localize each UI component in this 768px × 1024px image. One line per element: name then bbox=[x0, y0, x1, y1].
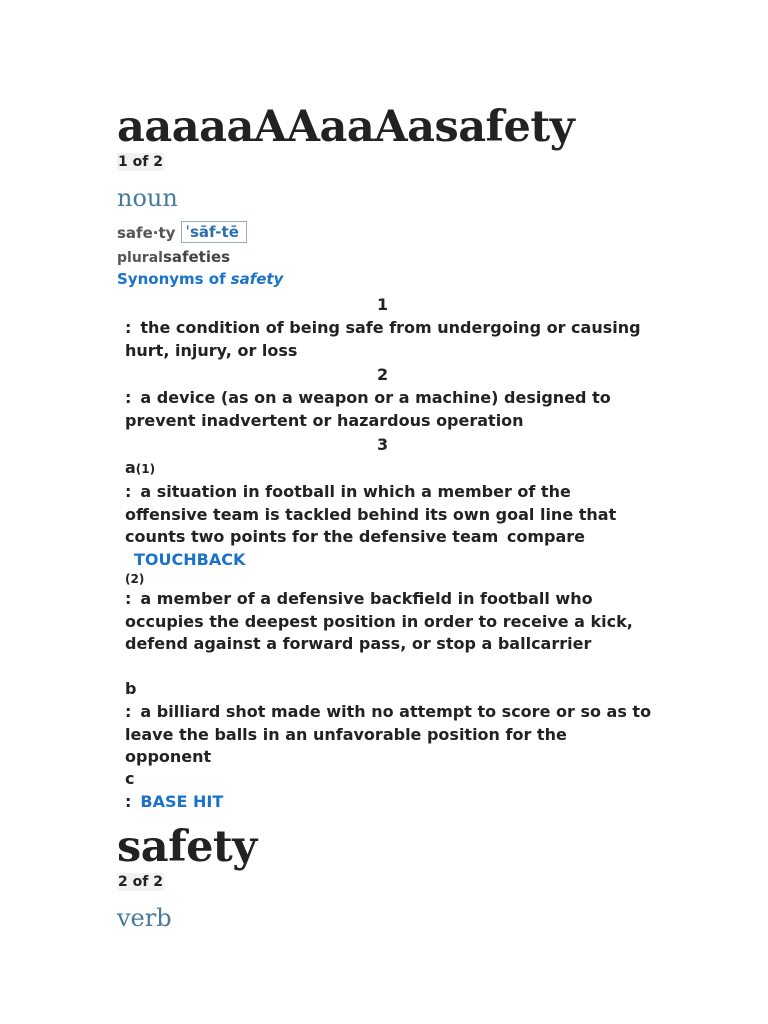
sub-sense-paren-1: (1) bbox=[135, 462, 156, 476]
part-of-speech-verb[interactable]: verb bbox=[117, 904, 172, 932]
sense-number-2: 2 bbox=[377, 365, 389, 384]
definition-colon: : bbox=[125, 792, 132, 811]
touchback-link[interactable]: TOUCHBACK bbox=[134, 549, 246, 569]
syllables-row bbox=[117, 222, 247, 244]
entry-count-1: 1 of 2 bbox=[118, 154, 163, 170]
definition-colon: : bbox=[125, 482, 132, 501]
headword-1: aaaaaAAaaAasafety bbox=[117, 102, 575, 152]
sub-sense-c: c bbox=[125, 769, 135, 788]
part-of-speech-noun[interactable]: noun bbox=[117, 184, 178, 212]
definition-sense-2 bbox=[125, 387, 655, 432]
plural-label: plural bbox=[117, 250, 163, 266]
syllables: safe·ty bbox=[117, 224, 176, 242]
definition-sense-3a1 bbox=[125, 481, 655, 571]
definition-sense-1 bbox=[125, 317, 655, 362]
definition-text: a member of a defensive backfield in football who occupies the deepest position in order to receive a kick, defend against a forward pass, or stop a ballcarrier bbox=[125, 589, 633, 653]
synonyms-label: Synonyms of bbox=[117, 270, 226, 288]
definition-colon: : bbox=[125, 388, 132, 407]
sub-sense-a bbox=[125, 458, 155, 477]
definition-colon: : bbox=[125, 702, 132, 721]
definition-text: a situation in football in which a member of the offensive team is tackled behind its own goal line that counts two points for the defensive team bbox=[125, 482, 617, 546]
headword-2: safety bbox=[117, 822, 257, 872]
definition-sense-3c bbox=[125, 791, 655, 814]
synonyms-link[interactable] bbox=[117, 270, 283, 288]
definition-colon: : bbox=[125, 589, 132, 608]
definition-sense-3b bbox=[125, 701, 655, 769]
definition-colon: : bbox=[125, 318, 132, 337]
definition-text: the condition of being safe from undergoing or causing hurt, injury, or loss bbox=[125, 318, 641, 360]
definition-sense-3a2 bbox=[125, 588, 655, 656]
synonyms-word: safety bbox=[230, 270, 284, 288]
pronunciation-button[interactable]: ˈsāf-tē bbox=[181, 221, 246, 243]
entry-count-2: 2 of 2 bbox=[118, 874, 163, 890]
compare-label: compare bbox=[506, 527, 585, 546]
sub-sense-letter: a bbox=[125, 458, 136, 477]
sub-sense-b: b bbox=[125, 679, 137, 698]
sub-sense-paren-2: (2) bbox=[125, 572, 145, 586]
plural-row bbox=[117, 248, 230, 266]
definition-text: a billiard shot made with no attempt to score or so as to leave the balls in an unfavorable position for the opponent bbox=[125, 702, 652, 766]
sense-number-3: 3 bbox=[377, 435, 389, 454]
plural-word: safeties bbox=[162, 248, 231, 266]
definition-text: a device (as on a weapon or a machine) designed to prevent inadvertent or hazardous operation bbox=[125, 388, 611, 430]
sense-number-1: 1 bbox=[377, 295, 389, 314]
base-hit-link[interactable]: BASE HIT bbox=[140, 792, 224, 811]
